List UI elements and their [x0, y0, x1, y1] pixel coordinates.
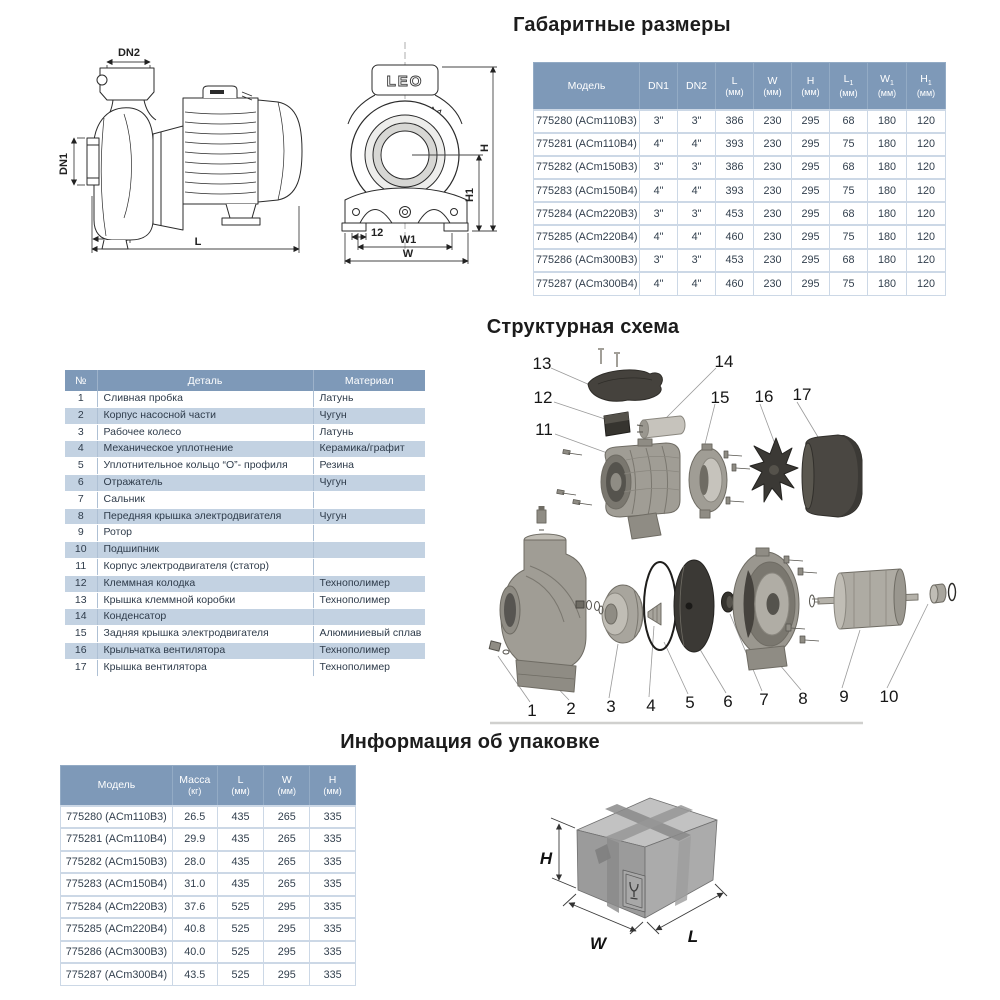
dim-label-h: H	[479, 144, 491, 152]
table-cell: 3"	[678, 249, 716, 272]
table-cell: 295	[792, 272, 830, 295]
dimensions-section-title: Габаритные размеры	[513, 14, 731, 36]
table-cell: 8	[65, 508, 97, 525]
pump-side-view-drawing	[58, 38, 318, 273]
table-cell: 120	[907, 133, 946, 156]
table-cell: 40.8	[172, 918, 217, 941]
table-cell: 265	[264, 851, 310, 874]
table-cell: 37.6	[172, 896, 217, 919]
table-cell: Задняя крышка электродвигателя	[97, 626, 313, 643]
callout-numbers	[527, 352, 898, 720]
table-cell: 335	[310, 941, 356, 964]
table-cell: 775284 (ACm220B3)	[61, 896, 173, 919]
table-cell: Конденсатор	[97, 609, 313, 626]
column-header: Масса (кг)	[172, 766, 217, 806]
table-cell: 68	[830, 110, 868, 133]
exploded-view-diagram	[488, 342, 960, 732]
table-cell: 120	[907, 249, 946, 272]
table-row	[65, 458, 425, 475]
table-cell: 180	[868, 179, 907, 202]
table-cell: Подшипник	[97, 542, 313, 559]
table-cell: 180	[868, 249, 907, 272]
table-cell: 180	[868, 156, 907, 179]
table-row	[65, 424, 425, 441]
table-cell: 775280 (ACm110B3)	[534, 110, 640, 133]
table-cell: 230	[754, 179, 792, 202]
table-cell: 3"	[640, 249, 678, 272]
column-header: DN2	[678, 63, 716, 110]
table-cell: 11	[65, 558, 97, 575]
callout-9: 9	[839, 687, 849, 706]
callout-1: 1	[527, 701, 537, 720]
table-cell: 9	[65, 525, 97, 542]
column-header: DN1	[640, 63, 678, 110]
table-row	[61, 873, 356, 896]
parts-table	[65, 370, 425, 677]
table-cell	[313, 609, 425, 626]
table-cell: Алюминиевый сплав	[313, 626, 425, 643]
table-cell: 5	[65, 458, 97, 475]
table-cell: 295	[264, 896, 310, 919]
table-cell: 775286 (ACm300B3)	[534, 249, 640, 272]
table-cell: 29.9	[172, 828, 217, 851]
table-cell: 525	[217, 941, 264, 964]
table-cell	[313, 491, 425, 508]
table-cell: Передняя крышка электродвигателя	[97, 508, 313, 525]
table-cell: 775281 (ACm110B4)	[61, 828, 173, 851]
column-header: L (мм)	[716, 63, 754, 110]
table-cell: 2	[65, 407, 97, 424]
table-cell: 120	[907, 156, 946, 179]
table-cell: 120	[907, 202, 946, 225]
table-cell: 775285 (ACm220B4)	[534, 225, 640, 248]
table-cell: 295	[792, 202, 830, 225]
table-cell: 4	[65, 441, 97, 458]
table-row	[61, 963, 356, 986]
table-cell: 295	[264, 918, 310, 941]
table-cell: 460	[716, 225, 754, 248]
table-cell: 1	[65, 391, 97, 407]
table-cell: 120	[907, 272, 946, 295]
pump-side-body	[87, 68, 302, 249]
table-cell: 26.5	[172, 806, 217, 829]
table-cell: Отражатель	[97, 474, 313, 491]
table-cell: 525	[217, 896, 264, 919]
structure-section-title: Структурная схема	[486, 316, 680, 338]
table-cell: 180	[868, 133, 907, 156]
column-header: H (мм)	[310, 766, 356, 806]
table-cell: Корпус электродвигателя (статор)	[97, 558, 313, 575]
callout-17: 17	[792, 385, 812, 404]
pump-front-view-drawing	[322, 40, 512, 273]
table-cell: 3"	[678, 110, 716, 133]
table-cell: 68	[830, 156, 868, 179]
table-cell: 230	[754, 133, 792, 156]
table-row	[65, 391, 425, 407]
dim-label-w: W	[402, 248, 414, 260]
table-cell: 120	[907, 225, 946, 248]
table-cell: 265	[264, 828, 310, 851]
table-cell: 453	[716, 249, 754, 272]
table-cell: 295	[264, 941, 310, 964]
box-dim-label-h: H	[539, 849, 553, 868]
column-header: №	[65, 370, 97, 391]
table-row	[534, 202, 946, 225]
dim-label-12: 12	[371, 227, 384, 239]
table-cell: 4"	[640, 133, 678, 156]
table-cell: 230	[754, 156, 792, 179]
table-cell: 393	[716, 133, 754, 156]
callout-8: 8	[798, 689, 808, 708]
dim-label-dn1: DN1	[58, 152, 70, 176]
header-row	[65, 370, 425, 391]
table-cell	[313, 542, 425, 559]
table-cell: Латунь	[313, 391, 425, 407]
table-row	[534, 225, 946, 248]
table-cell: Технополимер	[313, 592, 425, 609]
table-row	[65, 542, 425, 559]
table-cell: 6	[65, 474, 97, 491]
column-header: Модель	[534, 63, 640, 110]
table-cell: 775283 (ACm150B4)	[534, 179, 640, 202]
table-cell: 28.0	[172, 851, 217, 874]
table-cell: Латунь	[313, 424, 425, 441]
column-header: $W_1$ (мм)	[868, 63, 907, 110]
table-cell: 775286 (ACm300B3)	[61, 941, 173, 964]
table-cell	[313, 525, 425, 542]
callout-12: 12	[533, 388, 553, 407]
box-dim-label-l: L	[687, 927, 699, 946]
table-row	[65, 491, 425, 508]
table-row	[65, 474, 425, 491]
table-cell: 230	[754, 110, 792, 133]
table-cell: 17	[65, 659, 97, 676]
table-cell: Механическое уплотнение	[97, 441, 313, 458]
callout-5: 5	[685, 693, 695, 712]
table-cell: 775283 (ACm150B4)	[61, 873, 173, 896]
table-cell: 295	[792, 249, 830, 272]
dim-label-h1: H1	[464, 187, 476, 203]
table-cell: 4"	[640, 272, 678, 295]
table-cell: Керамика/графит	[313, 441, 425, 458]
table-cell: 386	[716, 110, 754, 133]
table-cell: 230	[754, 272, 792, 295]
table-cell: 75	[830, 133, 868, 156]
table-cell: 435	[217, 873, 264, 896]
table-cell: 230	[754, 225, 792, 248]
callout-10: 10	[879, 687, 899, 706]
table-row	[534, 272, 946, 295]
table-cell: 230	[754, 249, 792, 272]
table-row	[534, 249, 946, 272]
packaging-table	[60, 765, 356, 986]
box-dim-label-w: W	[589, 934, 607, 953]
table-row	[534, 156, 946, 179]
callout-3: 3	[606, 697, 616, 716]
table-cell: 40.0	[172, 941, 217, 964]
packaging-box-drawing	[535, 772, 835, 987]
table-cell: Рабочее колесо	[97, 424, 313, 441]
table-cell: 68	[830, 202, 868, 225]
table-row	[61, 941, 356, 964]
table-cell: 460	[716, 272, 754, 295]
callout-16: 16	[754, 387, 774, 406]
table-cell: 265	[264, 873, 310, 896]
table-cell: 230	[754, 202, 792, 225]
table-cell: 775281 (ACm110B4)	[534, 133, 640, 156]
table-cell: 335	[310, 963, 356, 986]
table-cell: Технополимер	[313, 642, 425, 659]
table-row	[65, 626, 425, 643]
table-cell: 3"	[640, 202, 678, 225]
table-cell: Крыльчатка вентилятора	[97, 642, 313, 659]
table-cell: 3"	[640, 156, 678, 179]
table-cell: 31.0	[172, 873, 217, 896]
column-header: H (мм)	[792, 63, 830, 110]
dim-label-w1: W1	[399, 234, 417, 246]
table-cell: 12	[65, 575, 97, 592]
dim-label-dn2: DN2	[117, 47, 141, 59]
callout-2: 2	[566, 699, 576, 718]
table-cell: 295	[264, 963, 310, 986]
table-cell: Сливная пробка	[97, 391, 313, 407]
table-row	[61, 918, 356, 941]
table-cell: Чугун	[313, 407, 425, 424]
table-cell: 775287 (ACm300B4)	[61, 963, 173, 986]
table-cell: 3"	[640, 110, 678, 133]
table-cell: 335	[310, 806, 356, 829]
table-cell: 3"	[678, 156, 716, 179]
callout-4: 4	[646, 696, 656, 715]
dim-label-l: L	[194, 236, 202, 248]
dimensions-table	[533, 62, 946, 296]
table-cell: Крышка вентилятора	[97, 659, 313, 676]
table-row	[65, 642, 425, 659]
table-cell: 775287 (ACm300B4)	[534, 272, 640, 295]
table-cell: 4"	[678, 133, 716, 156]
table-cell: 68	[830, 249, 868, 272]
table-cell: 775280 (ACm110B3)	[61, 806, 173, 829]
table-cell: 295	[792, 133, 830, 156]
table-cell: 775284 (ACm220B3)	[534, 202, 640, 225]
table-cell: 775282 (ACm150B3)	[61, 851, 173, 874]
table-row	[65, 575, 425, 592]
column-header: L (мм)	[217, 766, 264, 806]
callout-7: 7	[759, 690, 769, 709]
table-cell: 14	[65, 609, 97, 626]
table-row	[534, 110, 946, 133]
table-cell: 335	[310, 918, 356, 941]
table-cell: 3	[65, 424, 97, 441]
table-cell: 393	[716, 179, 754, 202]
table-cell: 4"	[678, 272, 716, 295]
table-cell: 4"	[640, 225, 678, 248]
table-cell: Корпус насосной части	[97, 407, 313, 424]
table-cell: Чугун	[313, 508, 425, 525]
table-cell: 295	[792, 110, 830, 133]
callout-14: 14	[714, 352, 734, 371]
table-cell: 180	[868, 110, 907, 133]
table-cell: 335	[310, 828, 356, 851]
table-row	[61, 896, 356, 919]
table-cell: 775282 (ACm150B3)	[534, 156, 640, 179]
callout-13: 13	[532, 354, 552, 373]
table-row	[534, 179, 946, 202]
table-cell: 7	[65, 491, 97, 508]
table-cell: 43.5	[172, 963, 217, 986]
table-row	[65, 592, 425, 609]
table-cell: 75	[830, 272, 868, 295]
column-header: $L_1$ (мм)	[830, 63, 868, 110]
column-header: W (мм)	[754, 63, 792, 110]
table-row	[534, 133, 946, 156]
callout-6: 6	[723, 692, 733, 711]
column-header: W (мм)	[264, 766, 310, 806]
table-cell: 435	[217, 828, 264, 851]
table-row	[65, 558, 425, 575]
table-cell: 335	[310, 896, 356, 919]
table-row	[61, 828, 356, 851]
table-cell: 180	[868, 202, 907, 225]
table-cell: 3"	[678, 202, 716, 225]
table-cell: 4"	[678, 225, 716, 248]
table-cell: 180	[868, 225, 907, 248]
table-cell: 75	[830, 179, 868, 202]
table-row	[65, 407, 425, 424]
column-header: Материал	[313, 370, 425, 391]
header-row	[534, 63, 946, 110]
column-header: Деталь	[97, 370, 313, 391]
table-cell: 16	[65, 642, 97, 659]
table-cell: 10	[65, 542, 97, 559]
table-cell: 120	[907, 110, 946, 133]
table-cell: Сальник	[97, 491, 313, 508]
table-row	[65, 441, 425, 458]
table-cell: Технополимер	[313, 575, 425, 592]
table-cell: 75	[830, 225, 868, 248]
table-cell: Чугун	[313, 474, 425, 491]
table-row	[65, 508, 425, 525]
leo-logo: LEO	[386, 73, 424, 90]
table-cell: 295	[792, 156, 830, 179]
table-cell: 335	[310, 851, 356, 874]
header-row	[61, 766, 356, 806]
table-cell: 120	[907, 179, 946, 202]
table-cell: 435	[217, 806, 264, 829]
table-cell: 435	[217, 851, 264, 874]
table-cell: 13	[65, 592, 97, 609]
column-header: Модель	[61, 766, 173, 806]
table-cell: 180	[868, 272, 907, 295]
packaging-section-title: Информация об упаковке	[340, 731, 600, 753]
table-cell	[313, 558, 425, 575]
table-cell: Технополимер	[313, 659, 425, 676]
table-cell: Крышка клеммной коробки	[97, 592, 313, 609]
table-row	[65, 609, 425, 626]
table-cell: Ротор	[97, 525, 313, 542]
table-cell: 4"	[678, 179, 716, 202]
table-cell: 265	[264, 806, 310, 829]
table-cell: 775285 (ACm220B4)	[61, 918, 173, 941]
table-cell: 453	[716, 202, 754, 225]
box-body	[577, 798, 717, 918]
table-cell: 525	[217, 918, 264, 941]
table-cell: Резина	[313, 458, 425, 475]
column-header: $H_1$ (мм)	[907, 63, 946, 110]
table-cell: 15	[65, 626, 97, 643]
table-cell: 4"	[640, 179, 678, 202]
table-cell: 295	[792, 179, 830, 202]
table-cell: Уплотнительное кольцо “О”- профиля	[97, 458, 313, 475]
table-row	[65, 659, 425, 676]
table-row	[61, 806, 356, 829]
table-cell: 295	[792, 225, 830, 248]
callout-11: 11	[535, 420, 553, 439]
callout-15: 15	[710, 388, 730, 407]
table-cell: 386	[716, 156, 754, 179]
table-row	[61, 851, 356, 874]
table-cell: Клеммная колодка	[97, 575, 313, 592]
table-row	[65, 525, 425, 542]
table-cell: 525	[217, 963, 264, 986]
table-cell: 335	[310, 873, 356, 896]
